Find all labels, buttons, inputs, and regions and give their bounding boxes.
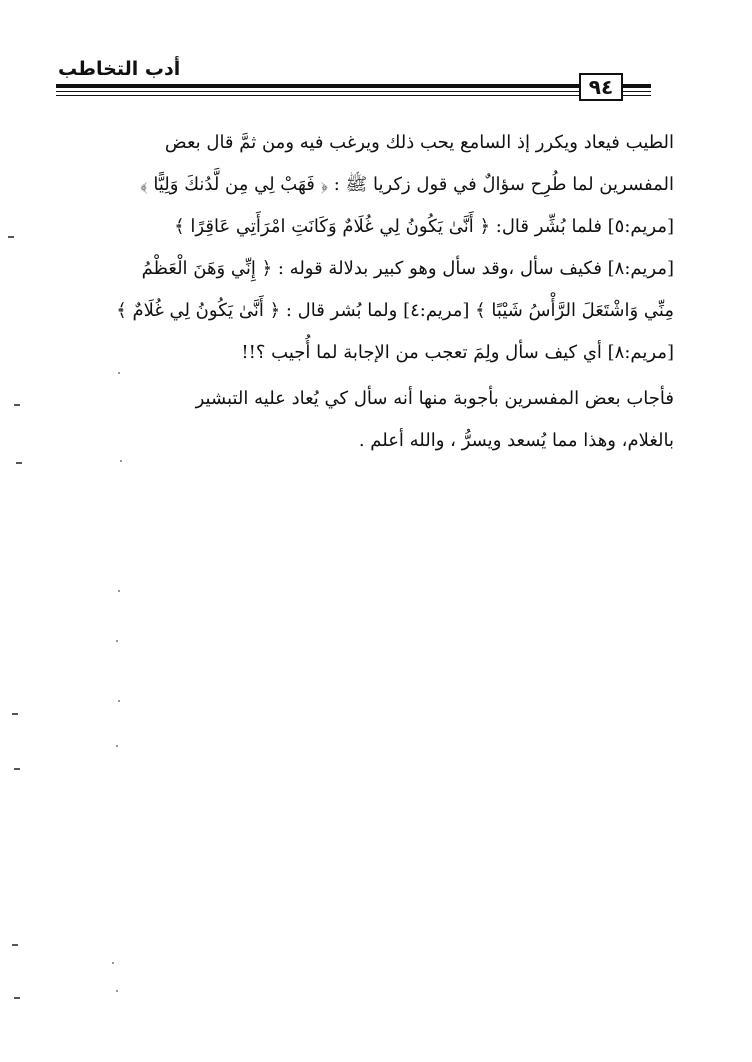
- scan-mark: [16, 462, 22, 464]
- scan-mark: [14, 997, 20, 999]
- scan-dot: [118, 590, 120, 592]
- scan-dot: [118, 372, 120, 374]
- scan-mark: [12, 944, 18, 946]
- header-rule-thin: [623, 95, 651, 96]
- scan-dot: [118, 700, 120, 702]
- scan-mark: [8, 236, 14, 238]
- text-line: [مريم:٥] فلما بُشِّر قال: ﴿ أَنَّىٰ يَكُونُ لِي غُلَامٌ وَكَانَتِ امْرَأَتِي عَاقِرًا ﴾: [174, 216, 674, 237]
- text-line: [مريم:٨] فكيف سأل ،وقد سأل وهو كبير بدلالة قوله : ﴿ إِنِّي وَهَنَ الْعَظْمُ: [141, 258, 674, 279]
- header-rule-thin: [56, 95, 586, 96]
- scan-mark: [12, 713, 18, 715]
- scan-dot: [116, 745, 118, 747]
- scan-dot: [120, 460, 122, 462]
- header-rule-thin: [623, 91, 651, 92]
- header-rule-thin: [56, 91, 586, 92]
- scan-mark: [14, 404, 20, 406]
- paragraph-1: [54, 122, 674, 374]
- running-title: أدب التخاطب: [58, 58, 181, 80]
- paragraph-2: [54, 378, 674, 462]
- text-line: بالغلام، وهذا مما يُسعد ويسرُّ ، والله أعلم .: [358, 430, 674, 451]
- text-line: فأجاب بعض المفسرين بأجوبة منها أنه سأل كي يُعاد عليه التبشير: [195, 388, 674, 409]
- page-number: ٩٤: [579, 73, 623, 101]
- header-rule-thick: [623, 84, 651, 88]
- text-line: [مريم:٨] أي كيف سأل ولِمَ تعجب من الإجابة لما أُجيب ؟!!: [241, 342, 674, 363]
- text-line: المفسرين لما طُرِح سؤالٌ في قول زكريا ﷺ : ﴿ فَهَبْ لِي مِن لَّدُنكَ وَلِيًّا ﴾: [140, 174, 674, 195]
- scan-dot: [116, 990, 118, 992]
- text-line: مِنِّي وَاشْتَعَلَ الرَّأْسُ شَيْبًا ﴾ [مريم:٤] ولما بُشر قال : ﴿ أَنَّىٰ يَكُونُ لِي غُلَامٌ ﴾: [116, 300, 674, 321]
- scan-dot: [116, 640, 118, 642]
- scan-dot: [112, 962, 114, 964]
- header-rule-thick: [56, 84, 586, 88]
- text-line: الطيب فيعاد ويكرر إذ السامع يحب ذلك ويرغب فيه ومن ثمَّ قال بعض: [164, 132, 674, 153]
- scan-mark: [14, 768, 20, 770]
